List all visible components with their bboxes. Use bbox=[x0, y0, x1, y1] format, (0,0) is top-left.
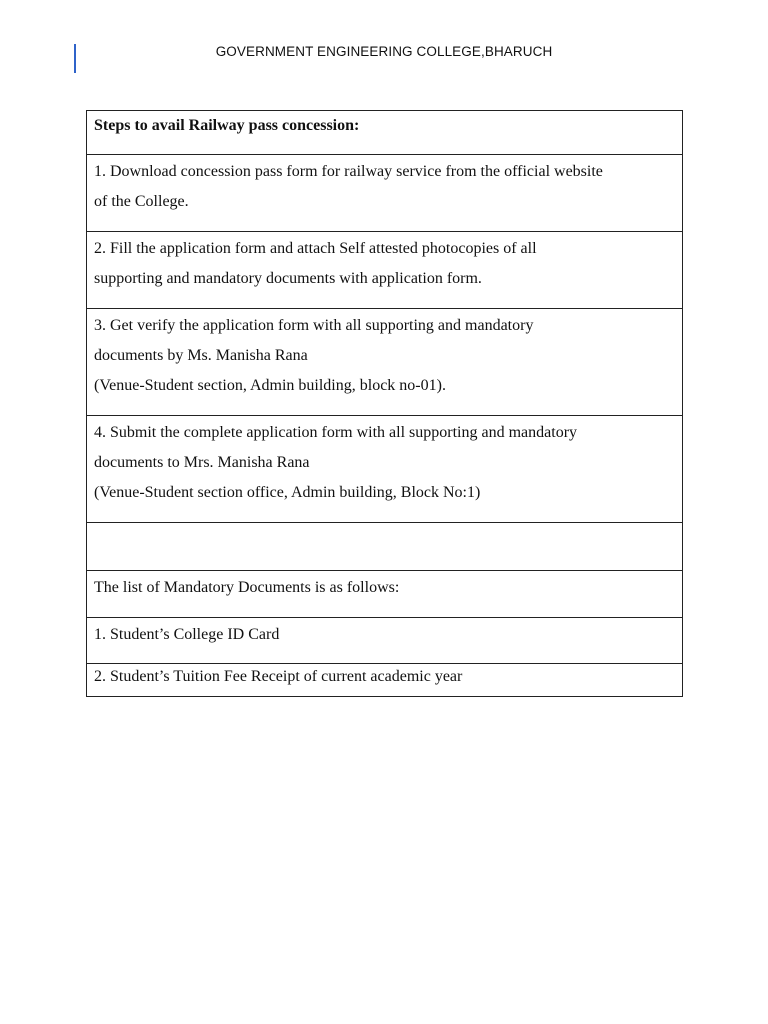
document-item-2: 2. Student’s Tuition Fee Receipt of current academic year bbox=[87, 664, 683, 697]
step-3-line-1: 3. Get verify the application form with all supporting and mandatory bbox=[94, 317, 534, 334]
steps-heading: Steps to avail Railway pass concession: bbox=[87, 111, 683, 155]
step-3-line-2: documents by Ms. Manisha Rana bbox=[94, 347, 308, 364]
table-row-empty bbox=[87, 523, 683, 571]
documents-title: The list of Mandatory Documents is as follows: bbox=[87, 571, 683, 618]
step-2-line-1: 2. Fill the application form and attach Self attested photocopies of all bbox=[94, 240, 537, 257]
step-4-line-2: documents to Mrs. Manisha Rana bbox=[94, 454, 310, 471]
table-row bbox=[87, 232, 683, 309]
step-4-cell bbox=[87, 416, 683, 523]
step-1-line-1: 1. Download concession pass form for railway service from the official website bbox=[94, 163, 603, 180]
step-3-cell bbox=[87, 309, 683, 416]
concession-steps-table bbox=[86, 110, 683, 697]
page-header: GOVERNMENT ENGINEERING COLLEGE,BHARUCH bbox=[215, 44, 553, 59]
step-1-cell bbox=[87, 155, 683, 232]
table-row bbox=[87, 111, 683, 155]
step-2-cell bbox=[87, 232, 683, 309]
step-1-line-2: of the College. bbox=[94, 193, 189, 210]
step-4-line-3: (Venue-Student section office, Admin building, Block No:1) bbox=[94, 484, 481, 501]
empty-cell bbox=[87, 523, 683, 571]
table-row bbox=[87, 416, 683, 523]
step-2-line-2: supporting and mandatory documents with application form. bbox=[94, 270, 482, 287]
table-row bbox=[87, 664, 683, 697]
step-3-line-3: (Venue-Student section, Admin building, block no-01). bbox=[94, 377, 446, 394]
step-4-line-1: 4. Submit the complete application form with all supporting and mandatory bbox=[94, 424, 578, 441]
table-row bbox=[87, 309, 683, 416]
document-item-1: 1. Student’s College ID Card bbox=[87, 618, 683, 664]
table-row bbox=[87, 571, 683, 618]
table-row bbox=[87, 155, 683, 232]
table-row bbox=[87, 618, 683, 664]
